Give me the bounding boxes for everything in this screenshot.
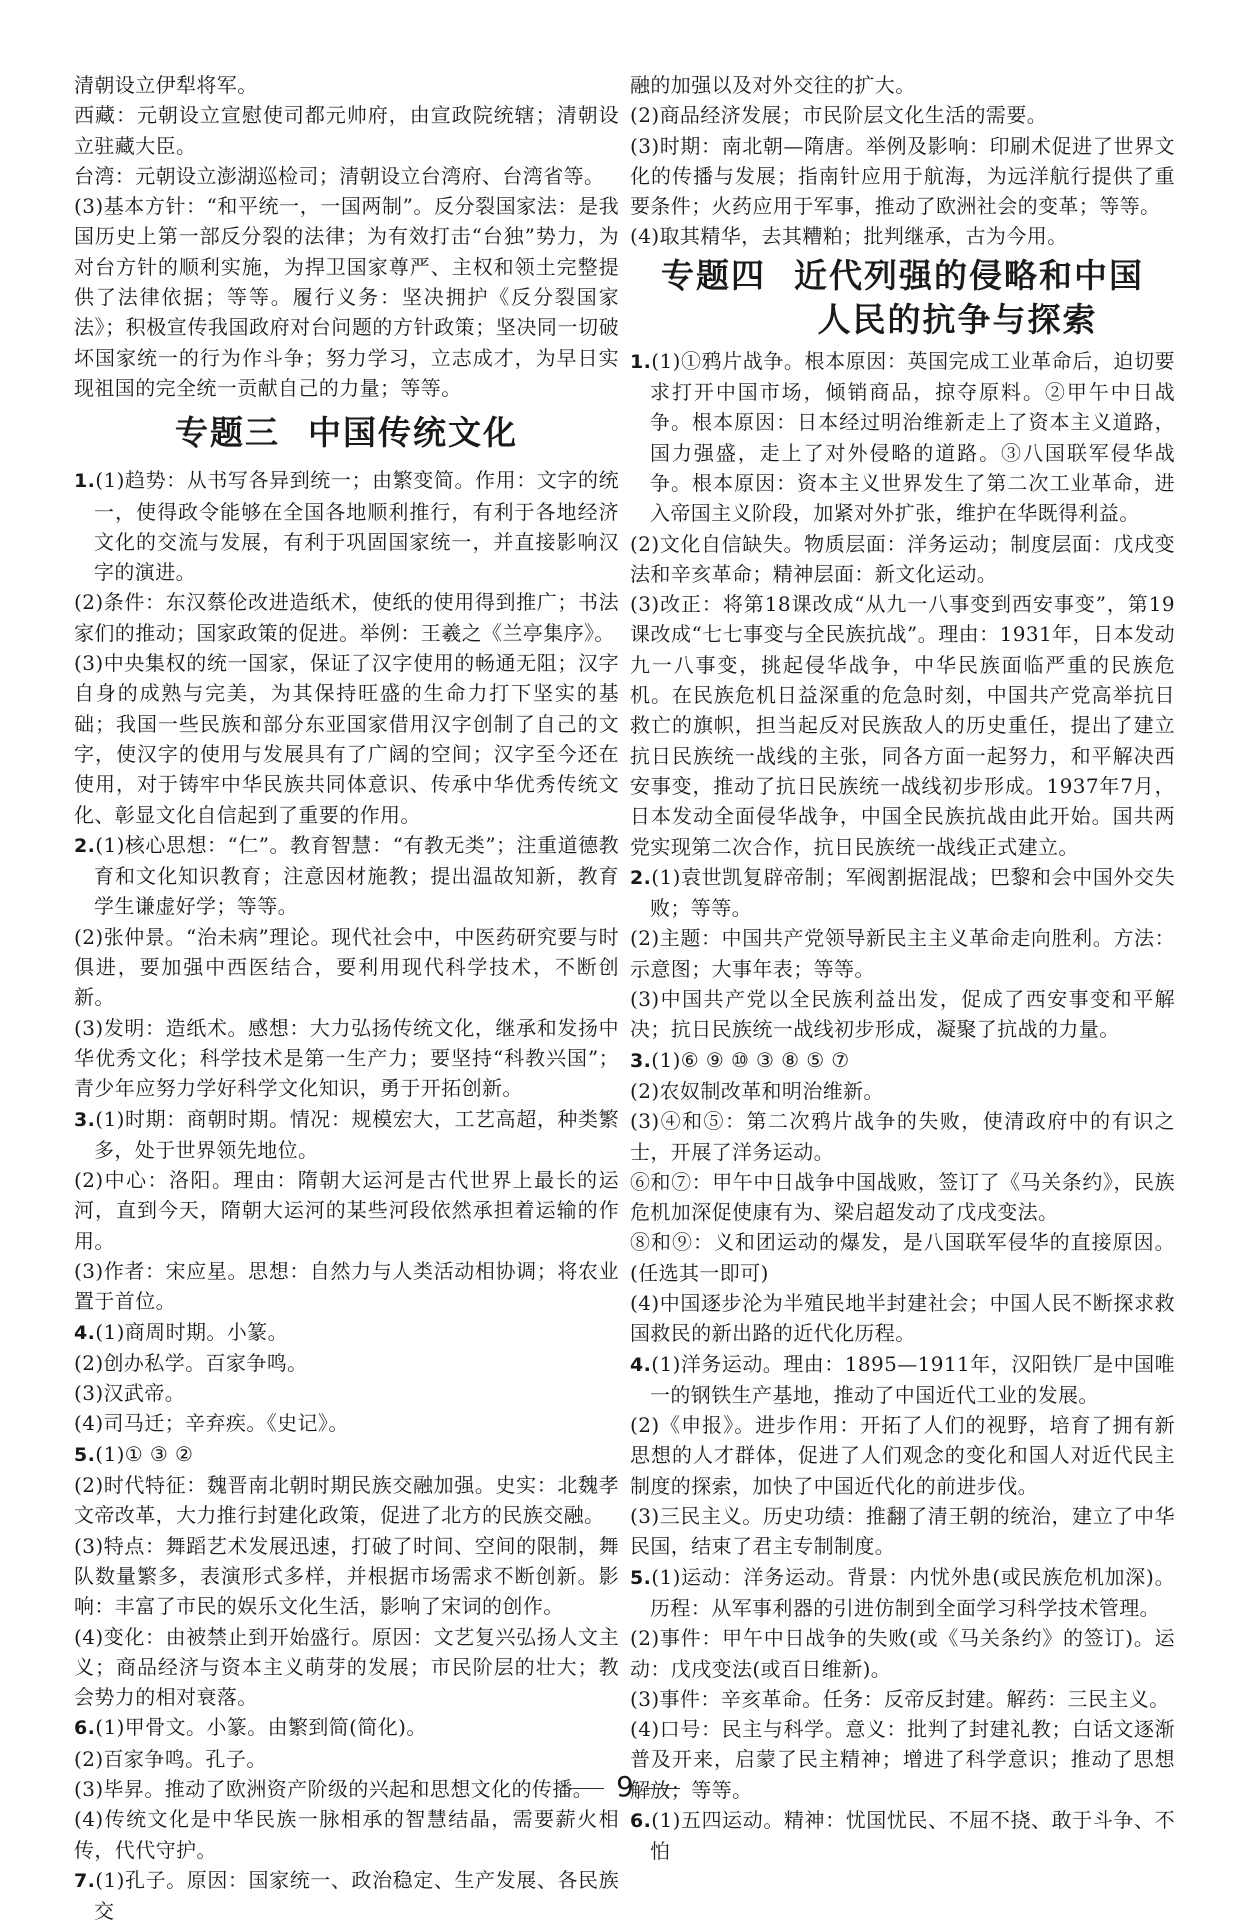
answer-paragraph — [630, 1076, 1175, 1106]
answer-text: (2)《申报》。进步作用：开拓了人们的视野，培育了拥有新思想的人才群体，促进了人们观念的变化和国人对近代民主制度的探索，加快了中国近代化的前进步伐。 — [630, 1413, 1175, 1498]
answer-text: (4)司马迁；辛弃疾。《史记》。 — [74, 1411, 349, 1436]
section-heading-title-line2: 人民的抗争与探索 — [817, 299, 1098, 339]
answer-paragraph — [74, 1256, 619, 1317]
question-number: 2. — [74, 834, 96, 857]
answer-paragraph — [630, 1106, 1175, 1167]
answer-text: (4)取其精华，去其糟粕；批判继承，古为今用。 — [630, 224, 1068, 249]
answer-paragraph — [630, 1227, 1175, 1288]
question-item — [630, 346, 1175, 529]
question-number: 3. — [630, 1049, 652, 1072]
left-column — [74, 70, 619, 1927]
question-number: 6. — [74, 1717, 96, 1740]
answer-text: (2)农奴制改革和明治维新。 — [630, 1078, 884, 1103]
answer-text: (1)商周时期。小篆。 — [95, 1319, 288, 1344]
answer-text: ⑧和⑨：义和团运动的爆发，是八国联军侵华的直接原因。(任选其一即可) — [630, 1230, 1175, 1285]
answer-paragraph — [630, 1410, 1175, 1501]
answer-paragraph — [74, 1348, 619, 1378]
answer-text: 西藏：元朝设立宣慰使司都元帅府，由宣政院统辖；清朝设立驻藏大臣。 — [74, 103, 619, 158]
answer-paragraph — [630, 923, 1175, 984]
question-number: 1. — [630, 350, 652, 373]
answer-text: (1)孔子。原因：国家统一、政治稳定、生产发展、各民族交 — [94, 1867, 619, 1924]
answer-text: (2)创办私学。百家争鸣。 — [74, 1350, 308, 1375]
answer-text: ⑥和⑦：甲午中日战争中国战败，签订了《马关条约》，民族危机加深促使康有为、梁启超发动了戊戌变法。 — [630, 1169, 1175, 1225]
answer-text: (1)运动：洋务运动。背景：内忧外患(或民族危机加深)。历程：从军事利器的引进仿制到全面学习科学技术管理。 — [650, 1564, 1175, 1620]
answer-text: 融的加强以及对外交往的扩大。 — [630, 73, 916, 97]
question-item — [630, 1045, 1175, 1076]
answer-paragraph — [630, 100, 1175, 130]
answer-text: (2)中心：洛阳。理由：隋朝大运河是古代世界上最长的运河，直到今天，隋朝大运河的某些河段依然承担着运输的作用。 — [74, 1168, 619, 1253]
question-number: 3. — [74, 1108, 96, 1131]
question-item — [74, 1317, 619, 1348]
answer-text: (4)变化：由被禁止到开始盛行。原因：文艺复兴弘扬人文主义；商品经济与资本主义萌芽的发展；市民阶层的壮大；教会势力的相对衰落。 — [74, 1624, 619, 1710]
section-heading-number: 专题三 — [175, 413, 280, 453]
answer-text: (1)①鸦片战争。根本原因：英国完成工业革命后，迫切要求打开中国市场，倾销商品，掠夺原料。②甲午中日战争。根本原因：日本经过明治维新走上了资本主义道路，国力强盛，走上了对外侵略的道路。③八国联军侵华战争。根本原因：资本主义世界发生了第二次工业革命，进入帝国主义阶段，加紧对外扩张，维护在华既得利益。 — [650, 348, 1175, 526]
answer-paragraph — [74, 161, 619, 191]
answer-text: (1)时期：商朝时期。情况：规模宏大，工艺高超，种类繁多，处于世界领先地位。 — [94, 1106, 619, 1162]
answer-text: (3)事件：辛亥革命。任务：反帝反封建。解药：三民主义。 — [630, 1686, 1170, 1711]
page-number — [0, 1770, 1250, 1803]
answer-paragraph — [630, 1684, 1175, 1714]
answer-paragraph — [630, 1288, 1175, 1349]
question-number: 5. — [74, 1443, 96, 1466]
answer-text: (3)三民主义。历史功绩：推翻了清王朝的统治，建立了中华民国，结束了君主专制制度。 — [630, 1504, 1175, 1559]
question-item — [630, 1349, 1175, 1411]
answer-paragraph — [630, 1167, 1175, 1228]
answer-paragraph — [74, 70, 619, 100]
answer-text: (3)基本方针：“和平统一，一国两制”。反分裂国家法：是我国历史上第一部反分裂的法律；为有效打击“台独”势力，为对台方针的顺利实施，为捍卫国家尊严、主权和领土完整提供了法律依据；等等。履行义务：坚决拥护《反分裂国家法》；积极宣传我国政府对台问题的方针政策；坚决同一切破坏国家统一的行为作斗争；努力学习，立志成才，为早日实现祖国的完全统一贡献自己的力量；等等。 — [74, 194, 619, 400]
answer-text: (2)张仲景。“治未病”理论。现代社会中，中医药研究要与时俱进，要加强中西医结合，要利用现代科学技术，不断创新。 — [74, 924, 619, 1010]
question-item — [74, 1865, 619, 1927]
answer-text: (1)袁世凯复辟帝制；军阀割据混战；巴黎和会中国外交失败；等等。 — [650, 864, 1175, 921]
answer-paragraph — [74, 1378, 619, 1408]
question-number: 7. — [74, 1869, 96, 1892]
answer-text: (2)文化自信缺失。物质层面：洋务运动；制度层面：戊戌变法和辛亥革命；精神层面：新文化运动。 — [630, 531, 1175, 586]
answer-text: (3)发明：造纸术。感想：大力弘扬传统文化，继承和发扬中华优秀文化；科学技术是第一生产力；要坚持“科教兴国”；青少年应努力学好科学文化知识，勇于开拓创新。 — [74, 1015, 619, 1101]
answer-paragraph — [74, 648, 619, 830]
answer-paragraph — [630, 1623, 1175, 1684]
answer-text: (3)时期：南北朝—隋唐。举例及影响：印刷术促进了世界文化的传播与发展；指南针应用于航海，为远洋航行提供了重要条件；火药应用于军事，推动了欧洲社会的变革；等等。 — [630, 133, 1175, 219]
answer-paragraph — [630, 984, 1175, 1045]
answer-paragraph — [630, 70, 1175, 100]
answer-text: (3)毕昇。推动了欧洲资产阶级的兴起和思想文化的传播。 — [74, 1777, 594, 1802]
answer-paragraph — [630, 529, 1175, 590]
answer-text: (2)时代特征：魏晋南北朝时期民族交融加强。史实：北魏孝文帝改革，大力推行封建化政策，促进了北方的民族交融。 — [74, 1473, 619, 1528]
answer-paragraph — [74, 1013, 619, 1104]
answer-text: (2)事件：甲午中日战争的失败(或《马关条约》的签订)。运动：戊戌变法(或百日维新)。 — [630, 1626, 1175, 1681]
answer-text: (4)中国逐步沦为半殖民地半封建社会；中国人民不断探求救国救民的新出路的近代化历程。 — [630, 1290, 1175, 1346]
answer-text: 台湾：元朝设立澎湖巡检司；清朝设立台湾府、台湾省等。 — [74, 163, 605, 188]
answer-text: (1)① ③ ② — [95, 1441, 194, 1466]
answer-text: (2)商品经济发展；市民阶层文化生活的需要。 — [630, 103, 1048, 128]
question-number: 4. — [74, 1321, 96, 1344]
section-heading-title: 近代列强的侵略和中国 — [794, 255, 1144, 295]
answer-text: (3)特点：舞蹈艺术发展迅速，打破了时间、空间的限制，舞队数量繁多，表演形式多样，并根据市场需求不断创新。影响：丰富了市民的娱乐文化生活，影响了宋词的创作。 — [74, 1533, 619, 1619]
page-number-text: 9 — [616, 1770, 634, 1803]
question-item — [74, 830, 619, 922]
answer-paragraph — [74, 1804, 619, 1865]
answer-text: (3)汉武帝。 — [74, 1381, 186, 1406]
answer-paragraph — [630, 221, 1175, 251]
answer-text: (3)改正：将第18课改成“从九一八事变到西安事变”，第19课改成“七七事变与全民族抗战”。理由：1931年，日本发动九一八事变，挑起侵华战争，中华民族面临严重的民族危机。在民族危机日益深重的危急时刻，中国共产党高举抗日救亡的旗帜，担当起反对民族敌人的历史重任，提出了建立抗日民族统一战线的主张，同各方面一起努力，和平解决西安事变，推动了抗日民族统一战线初步形成。1937年7月，日本发动全面侵华战争，中国全民族抗战由此开始。国共两党实现第二次合作，抗日民族统一战线正式建立。 — [630, 592, 1175, 859]
answer-text: (4)口号：民主与科学。意义：批判了封建礼教；白话文逐渐普及开来，启蒙了民主精神；增进了科学意识；推动了思想解放；等等。 — [630, 1717, 1175, 1802]
answer-text: (3)中国共产党以全民族利益出发，促成了西安事变和平解决；抗日民族统一战线初步形成，凝聚了抗战的力量。 — [630, 987, 1175, 1042]
answer-paragraph — [74, 587, 619, 648]
section-heading — [74, 411, 619, 455]
answer-paragraph — [74, 191, 619, 403]
dash-right — [646, 1788, 680, 1789]
answer-paragraph — [74, 1165, 619, 1256]
answer-paragraph — [630, 1501, 1175, 1562]
answer-text: (4)传统文化是中华民族一脉相承的智慧结晶，需要薪火相传，代代守护。 — [74, 1807, 619, 1862]
answer-paragraph — [74, 1470, 619, 1531]
section-heading-number: 专题四 — [661, 255, 766, 295]
answer-text: (1)趋势：从书写各异到统一；由繁变简。作用：文字的统一，使得政令能够在全国各地顺利推行，有利于各地经济文化的交流与发展，有利于巩固国家统一，并直接影响汉字的演进。 — [94, 468, 619, 585]
question-item — [630, 862, 1175, 924]
question-number: 1. — [74, 470, 96, 493]
answer-text: (2)条件：东汉蔡伦改进造纸术，使纸的使用得到推广；书法家们的推动；国家政策的促进。举例：王羲之《兰亭集序》。 — [74, 590, 619, 645]
answer-paragraph — [74, 1622, 619, 1713]
answer-text: (3)作者：宋应星。思想：自然力与人类活动相协调；将农业置于首位。 — [74, 1258, 619, 1314]
answer-text: (1)甲骨文。小篆。由繁到简(简化)。 — [95, 1715, 427, 1740]
answer-paragraph — [74, 100, 619, 161]
question-item — [630, 1562, 1175, 1624]
question-number: 5. — [630, 1566, 652, 1589]
question-number: 6. — [630, 1810, 652, 1833]
answer-text: (2)主题：中国共产党领导新民主主义革命走向胜利。方法：示意图；大事年表；等等。 — [630, 926, 1175, 981]
answer-paragraph — [74, 1531, 619, 1622]
question-item — [74, 1712, 619, 1743]
question-number: 4. — [630, 1353, 652, 1376]
answer-text: (1)⑥ ⑨ ⑩ ③ ⑧ ⑤ ⑦ — [651, 1047, 850, 1072]
answer-paragraph — [630, 589, 1175, 862]
question-item — [74, 1104, 619, 1166]
answer-paragraph — [630, 131, 1175, 222]
answer-text: (1)核心思想：“仁”。教育智慧：“有教无类”；注重道德教育和文化知识教育；注意因材施教；提出温故知新，教育学生谦虚好学；等等。 — [94, 832, 619, 919]
dash-left — [570, 1788, 604, 1789]
section-heading — [630, 254, 1175, 342]
answer-paragraph — [74, 1408, 619, 1438]
question-item — [630, 1805, 1175, 1867]
answer-text: (1)洋务运动。理由：1895—1911年，汉阳铁厂是中国唯一的钢铁生产基地，推动了中国近代工业的发展。 — [650, 1351, 1175, 1407]
section-heading-title: 中国传统文化 — [308, 413, 518, 453]
answer-text: (3)中央集权的统一国家，保证了汉字使用的畅通无阻；汉字自身的成熟与完美，为其保持旺盛的生命力打下坚实的基础；我国一些民族和部分东亚国家借用汉字创制了自己的文字，使汉字的使用与发展具有了广阔的空间；汉字至今还在使用，对于铸牢中华民族共同体意识、传承中华优秀传统文化、彰显文化自信起到了重要的作用。 — [74, 651, 619, 827]
question-number: 2. — [630, 866, 652, 889]
answer-paragraph — [74, 922, 619, 1013]
answer-text: 清朝设立伊犁将军。 — [74, 73, 258, 97]
question-item — [74, 465, 619, 587]
answer-text: (2)百家争鸣。孔子。 — [74, 1746, 267, 1771]
right-column — [630, 70, 1175, 1867]
answer-text: (1)五四运动。精神：忧国忧民、不屈不挠、敢于斗争、不怕 — [650, 1808, 1175, 1864]
question-item — [74, 1439, 619, 1470]
answer-text: (3)④和⑤：第二次鸦片战争的失败，使清政府中的有识之士，开展了洋务运动。 — [630, 1109, 1175, 1164]
